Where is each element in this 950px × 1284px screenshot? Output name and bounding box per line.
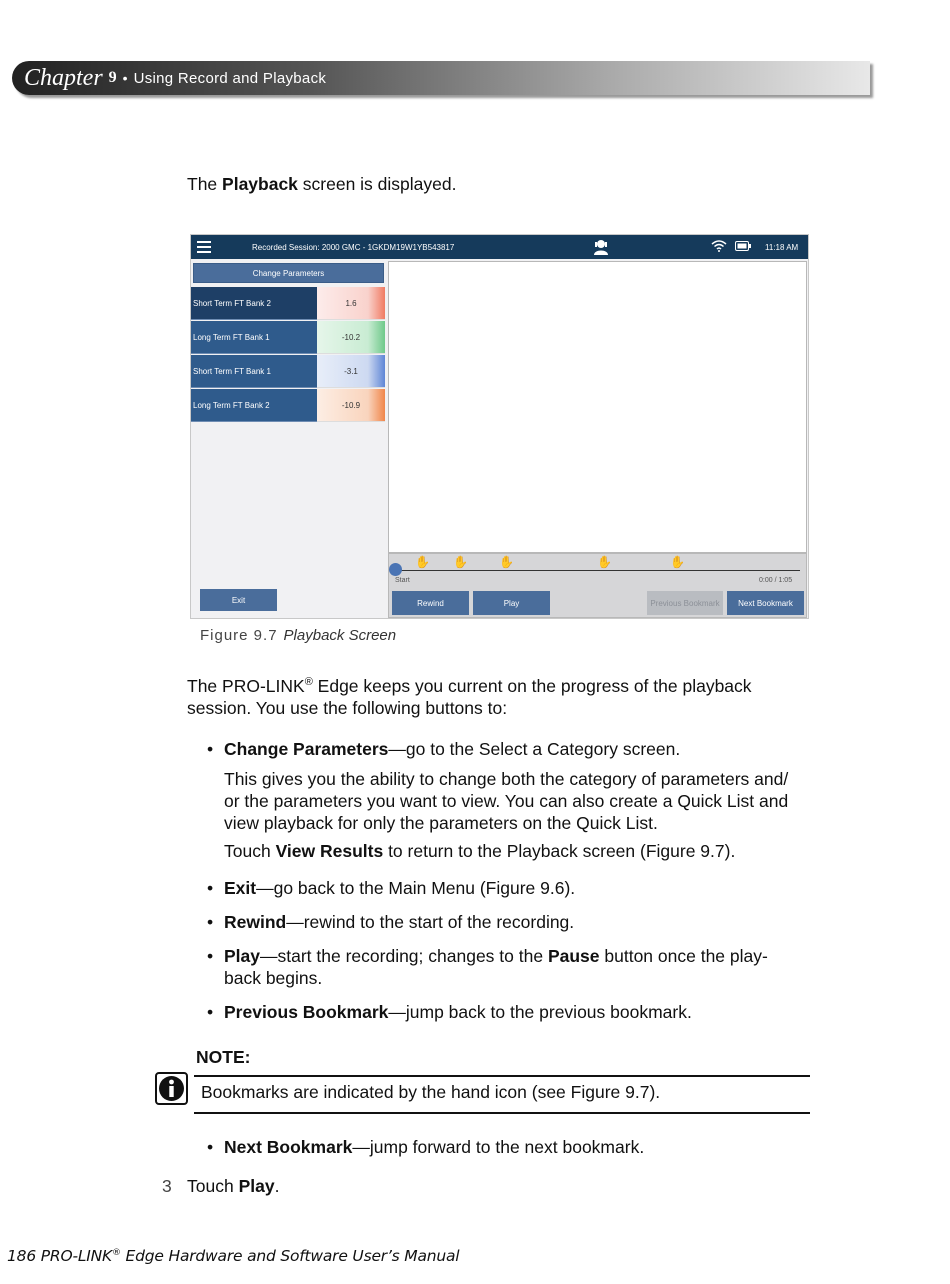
hand-icon[interactable]: ✋ bbox=[670, 555, 685, 569]
playback-screenshot bbox=[190, 234, 809, 619]
session-title: Recorded Session: 2000 GMC - 1GKDM19W1YB543817 bbox=[252, 243, 455, 252]
step-number: 3 bbox=[162, 1176, 172, 1196]
chapter-word: Chapter bbox=[24, 64, 103, 91]
bullet-dot: • bbox=[207, 946, 214, 966]
bullet-bold: Rewind bbox=[224, 912, 287, 932]
parameter-value: 1.6 bbox=[317, 287, 385, 320]
detail-bold: View Results bbox=[275, 841, 384, 861]
para-text: The PRO-LINK bbox=[187, 675, 305, 696]
bullet-play bbox=[207, 945, 817, 989]
bullet-rewind bbox=[207, 911, 817, 933]
intro-prefix: The bbox=[187, 174, 223, 194]
bullet-text: —jump forward to the next bookmark. bbox=[352, 1137, 645, 1157]
next-bookmark-button[interactable]: Next Bookmark bbox=[727, 591, 804, 615]
detail-text: to return to the Playback screen (Figure 9.7). bbox=[383, 841, 736, 861]
view-results-line bbox=[224, 840, 824, 862]
figure-title: Playback Screen bbox=[283, 627, 397, 644]
bullet-text: —start the recording; changes to the bbox=[260, 946, 548, 966]
bullet-text: —jump back to the previous bookmark. bbox=[388, 1002, 692, 1022]
parameter-name: Long Term FT Bank 2 bbox=[191, 389, 317, 422]
info-icon bbox=[155, 1072, 188, 1105]
chapter-header bbox=[12, 61, 870, 95]
start-label: Start bbox=[395, 577, 410, 584]
playback-position-knob[interactable] bbox=[389, 563, 402, 576]
hand-icon[interactable]: ✋ bbox=[499, 555, 514, 569]
change-parameters-button[interactable]: Change Parameters bbox=[193, 263, 384, 283]
playback-timeline[interactable] bbox=[397, 570, 800, 571]
rewind-button[interactable]: Rewind bbox=[392, 591, 469, 615]
detail-line: This gives you the ability to change both the category of parameters and/ bbox=[224, 769, 789, 789]
parameter-name: Short Term FT Bank 1 bbox=[191, 355, 317, 388]
footer-title: Edge Hardware and Software User’s Manual bbox=[120, 1247, 460, 1265]
figure-number: Figure 9.7 bbox=[200, 627, 278, 644]
bullet-previous-bookmark bbox=[207, 1001, 817, 1023]
bullet-bold: Play bbox=[224, 946, 260, 966]
step-text bbox=[187, 1176, 279, 1197]
parameter-value: -10.9 bbox=[317, 389, 385, 422]
hand-icon[interactable]: ✋ bbox=[453, 555, 468, 569]
registered-mark: ® bbox=[304, 676, 313, 688]
step-suffix: . bbox=[274, 1176, 280, 1196]
parameter-value: -3.1 bbox=[317, 355, 385, 388]
parameter-row[interactable] bbox=[191, 389, 385, 422]
bullet-dot: • bbox=[207, 878, 214, 898]
bullet-bold: Change Parameters bbox=[224, 739, 389, 759]
note-bottom-rule bbox=[194, 1112, 810, 1114]
progress-paragraph bbox=[187, 671, 827, 719]
bullet-text: —rewind to the start of the recording. bbox=[286, 912, 575, 932]
bullet-dot: • bbox=[207, 1002, 214, 1022]
wifi-icon bbox=[711, 240, 727, 254]
previous-bookmark-button[interactable]: Previous Bookmark bbox=[647, 591, 723, 615]
bullet-dot: • bbox=[207, 739, 214, 759]
step-bold: Play bbox=[238, 1176, 275, 1196]
bullet-bold: Previous Bookmark bbox=[224, 1002, 389, 1022]
play-button[interactable]: Play bbox=[473, 591, 550, 615]
note-label: NOTE: bbox=[196, 1047, 251, 1067]
page-number: 186 bbox=[7, 1247, 36, 1265]
page-footer bbox=[7, 1247, 459, 1265]
bullet-bold: Exit bbox=[224, 878, 257, 898]
parameter-row[interactable] bbox=[191, 355, 385, 388]
bullet-bold: Pause bbox=[547, 946, 600, 966]
exit-button[interactable]: Exit bbox=[200, 589, 277, 611]
parameter-value: -10.2 bbox=[317, 321, 385, 354]
bullet-change-parameters bbox=[207, 738, 817, 760]
para-text: session. You use the following buttons to: bbox=[187, 697, 508, 718]
detail-line: view playback for only the parameters on the Quick List. bbox=[224, 813, 658, 833]
detail-text: Touch bbox=[224, 841, 276, 861]
bullet-bold: Next Bookmark bbox=[224, 1137, 353, 1157]
detail-line: or the parameters you want to view. You can also create a Quick List and bbox=[224, 791, 789, 811]
footer-product: PRO-LINK bbox=[40, 1247, 113, 1265]
parameter-name: Long Term FT Bank 1 bbox=[191, 321, 317, 354]
playback-graph-area bbox=[388, 261, 807, 553]
chapter-number: 9 bbox=[108, 69, 117, 86]
hand-icon[interactable]: ✋ bbox=[597, 555, 612, 569]
bullet-text: —go to the Select a Category screen. bbox=[388, 739, 681, 759]
parameter-name: Short Term FT Bank 2 bbox=[191, 287, 317, 320]
playback-controls bbox=[388, 553, 807, 618]
clock-time: 11:18 AM bbox=[765, 243, 799, 252]
intro-suffix: screen is displayed. bbox=[297, 174, 457, 194]
intro-bold: Playback bbox=[222, 174, 298, 194]
bullet-exit bbox=[207, 877, 817, 899]
bullet-text: —go back to the Main Menu (Figure 9.6). bbox=[256, 878, 576, 898]
status-icons bbox=[711, 240, 751, 254]
user-icon[interactable] bbox=[593, 239, 609, 257]
battery-icon bbox=[735, 241, 751, 253]
note-text: Bookmarks are indicated by the hand icon (see Figure 9.7). bbox=[201, 1082, 661, 1102]
hand-icon[interactable]: ✋ bbox=[415, 555, 430, 569]
chapter-title: Using Record and Playback bbox=[133, 69, 327, 87]
change-parameters-detail bbox=[224, 768, 824, 834]
bullet-next-bookmark bbox=[207, 1136, 817, 1158]
para-text: Edge keeps you current on the progress of the playback bbox=[312, 675, 752, 696]
step-prefix: Touch bbox=[187, 1176, 239, 1196]
note-top-rule bbox=[194, 1075, 810, 1077]
parameter-row[interactable] bbox=[191, 287, 385, 320]
chapter-separator: • bbox=[122, 70, 128, 86]
progress-time: 0:00 / 1:05 bbox=[759, 577, 793, 584]
screenshot-topbar bbox=[191, 235, 808, 259]
menu-icon[interactable] bbox=[197, 241, 211, 253]
bullet-dot: • bbox=[207, 912, 214, 932]
parameter-row[interactable] bbox=[191, 321, 385, 354]
bullet-dot: • bbox=[207, 1137, 214, 1157]
figure-caption bbox=[200, 627, 396, 644]
bullet-text: button once the play- bbox=[599, 946, 768, 966]
bullet-text: back begins. bbox=[224, 968, 323, 988]
intro-paragraph bbox=[187, 173, 827, 195]
registered-mark: ® bbox=[112, 1247, 121, 1258]
